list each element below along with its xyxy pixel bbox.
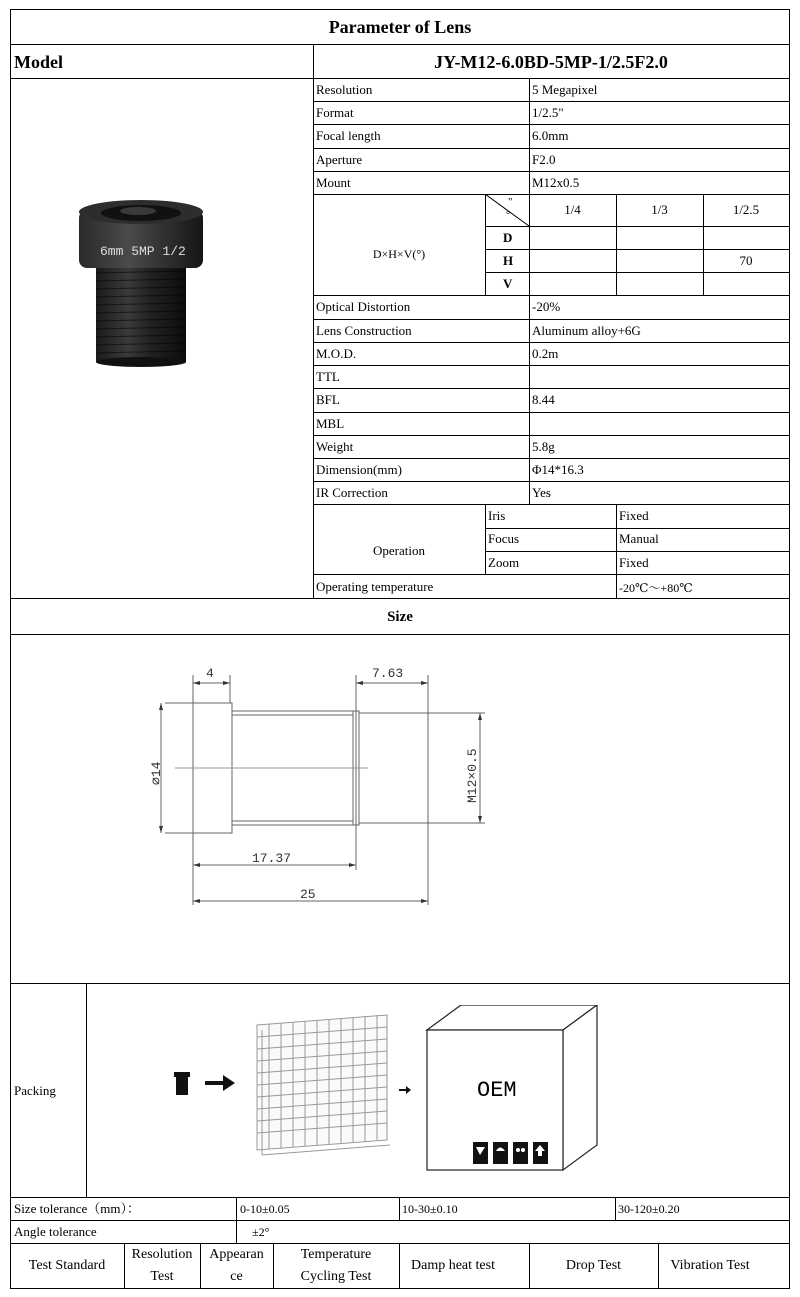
appearance-test-line-2: ce — [230, 1269, 243, 1284]
damp-heat-test: Damp heat test — [411, 1258, 495, 1273]
format-label: Format — [316, 105, 354, 120]
dim-14: ⌀14 — [149, 761, 164, 785]
size-tolerance-label: Size tolerance（mm）： — [14, 1201, 140, 1216]
lens-construction-label: Lens Construction — [316, 323, 412, 338]
mod-value: 0.2m — [532, 346, 559, 361]
fov-corner-bottom: ° — [506, 210, 510, 221]
resolution-value: 5 Megapixel — [532, 82, 598, 97]
operation-zoom-label: Zoom — [488, 555, 520, 570]
packing-diagram — [165, 1005, 605, 1175]
size-tolerance-30-120: 30-120±0.20 — [618, 1202, 680, 1216]
size-section-title: Size — [387, 609, 413, 625]
ir-correction-label: IR Correction — [316, 485, 388, 500]
packing-label: Packing — [14, 1083, 56, 1098]
fov-corner-top: " — [508, 196, 513, 208]
fov-row-v: V — [503, 276, 513, 291]
operation-label: Operation — [373, 543, 425, 558]
arrow-right-icon — [205, 1075, 235, 1091]
lens-small-icon — [174, 1072, 190, 1095]
operation-focus-label: Focus — [488, 531, 520, 546]
fov-row-h: H — [503, 253, 514, 268]
fov-label: D×H×V(°) — [372, 247, 426, 261]
mount-label: Mount — [316, 175, 351, 190]
dim-7-63: 7.63 — [372, 666, 404, 681]
temperature-test-line-1: Temperature — [300, 1247, 372, 1262]
operation-zoom-value: Fixed — [619, 555, 649, 570]
mount-value: M12x0.5 — [532, 175, 580, 190]
resolution-label: Resolution — [316, 82, 373, 97]
fov-row-d: D — [503, 230, 513, 245]
page-title: Parameter of Lens — [328, 17, 472, 37]
model-value: JY-M12-6.0BD-5MP-1/2.5F2.0 — [434, 52, 668, 72]
operation-iris-label: Iris — [488, 508, 506, 523]
drop-test: Drop Test — [565, 1258, 622, 1273]
operation-focus-value: Manual — [619, 531, 659, 546]
lens-image — [70, 195, 210, 370]
temperature-test-line-2: Cycling Test — [300, 1269, 372, 1284]
ir-correction-value: Yes — [532, 485, 551, 500]
fov-col-1-2-5: 1/2.5 — [732, 202, 760, 217]
dim-17-37: 17.37 — [252, 851, 292, 866]
optical-distortion-label: Optical Distortion — [316, 299, 411, 314]
fov-h-1-2-5: 70 — [739, 253, 753, 268]
ttl-label: TTL — [316, 369, 340, 384]
focal-length-label: Focal length — [316, 128, 381, 143]
focal-length-value: 6.0mm — [532, 128, 569, 143]
bfl-value: 8.44 — [532, 392, 555, 407]
fov-col-1-3: 1/3 — [651, 202, 668, 217]
mod-label: M.O.D. — [316, 346, 357, 361]
fov-col-1-4: 1/4 — [564, 202, 581, 217]
vibration-test: Vibration Test — [670, 1258, 750, 1273]
weight-value: 5.8g — [532, 439, 555, 454]
size-tolerance-0-10: 0-10±0.05 — [240, 1202, 290, 1216]
resolution-test-line-2: Test — [150, 1269, 174, 1284]
format-value: 1/2.5" — [532, 105, 564, 120]
dimension-drawing — [140, 655, 500, 915]
size-tolerance-10-30: 10-30±0.10 — [402, 1202, 458, 1216]
angle-tolerance-value: ±2° — [252, 1225, 270, 1239]
angle-tolerance-label: Angle tolerance — [14, 1224, 97, 1239]
lens-construction-value: Aluminum alloy+6G — [532, 323, 641, 338]
bfl-label: BFL — [316, 392, 340, 407]
model-label: Model — [14, 52, 63, 72]
appearance-test-line-1: Appearan — [209, 1247, 264, 1262]
dimension-label: Dimension(mm) — [316, 462, 402, 477]
packing-tray-icon — [257, 1015, 390, 1155]
dimension-value: Φ14*16.3 — [532, 462, 584, 477]
operating-temperature-label: Operating temperature — [316, 579, 434, 594]
oem-label: OEM — [477, 1078, 517, 1103]
aperture-label: Aperture — [316, 152, 363, 167]
optical-distortion-value: -20% — [532, 299, 561, 314]
operating-temperature-value: -20℃～+80℃ — [619, 581, 693, 595]
dim-4: 4 — [206, 666, 214, 681]
dim-thread: M12×0.5 — [465, 748, 480, 803]
test-standard-label: Test Standard — [28, 1258, 106, 1273]
lens-marking: 6mm 5MP 1/2 — [100, 244, 186, 259]
aperture-value: F2.0 — [532, 152, 556, 167]
dim-25: 25 — [300, 887, 316, 902]
operation-iris-value: Fixed — [619, 508, 649, 523]
resolution-test-line-1: Resolution — [131, 1247, 193, 1262]
weight-label: Weight — [316, 439, 354, 454]
mbl-label: MBL — [316, 416, 345, 431]
arrow-right-small-icon — [399, 1086, 411, 1094]
